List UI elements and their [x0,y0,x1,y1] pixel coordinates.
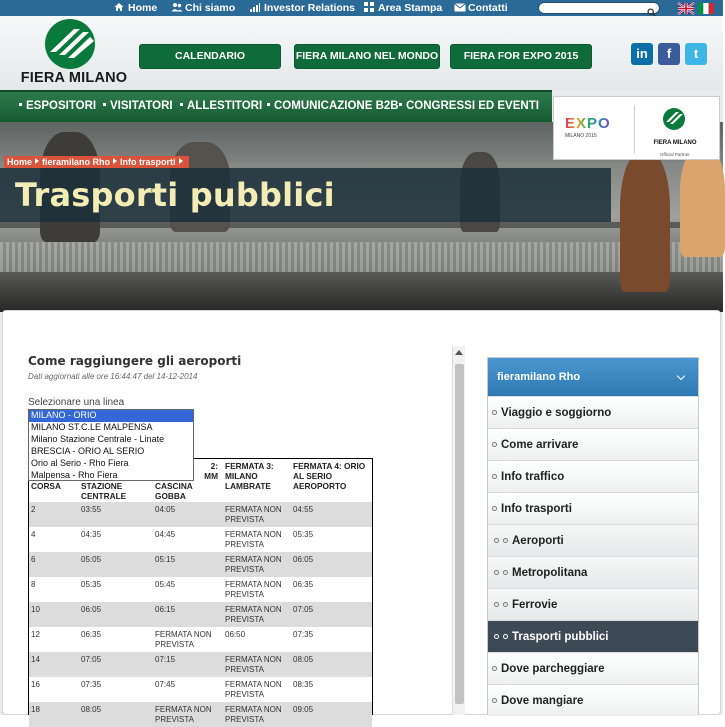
scroll-thumb[interactable] [455,364,464,704]
sidebar-item-label: Viaggio e soggiorno [501,407,612,419]
bullet-icon [494,634,499,639]
top-bar [0,0,723,16]
fiera-milano-nel-mondo-button[interactable]: FIERA MILANO NEL MONDO [294,44,440,69]
nav-label: CONGRESSI ED EVENTI [406,100,539,112]
bullet-icon [494,538,499,543]
table-row: 6 05:05 05:15 FERMATA NON PREVISTA 06:05 [29,552,372,577]
page-title: Trasporti pubblici [15,176,335,214]
sidebar-item-dove-parcheggiare[interactable] [488,652,698,684]
breadcrumb-home[interactable]: Home [7,157,33,167]
fiera-milano-small-logo-icon [662,107,686,136]
bullet-icon [492,442,497,447]
table-row: 18 08:05 FERMATA NON PREVISTA FERMATA NON PREVISTA 09:05 [29,702,372,727]
table-row: 10 06:05 06:15 FERMATA NON PREVISTA 07:05 [29,602,372,627]
line-option[interactable]: Orio al Serio - Rho Fiera [31,458,129,468]
line-option[interactable]: BRESCIA - ORIO AL SERIO [31,446,145,456]
sidebar-item-metropolitana[interactable] [488,556,698,588]
sidebar-item-viaggio-e-soggiorno[interactable] [488,396,698,428]
line-option[interactable]: MILANO ST.C.LE MALPENSA [31,422,153,432]
top-link-contatti[interactable] [454,1,508,15]
line-select-label: Selezionare una linea [28,397,125,408]
header-stazione-centrale: STAZIONE CENTRALE [81,481,127,501]
sidebar-item-label: Info traffico [501,471,565,483]
sidebar-item-label: Aeroporti [512,535,564,547]
sidebar-item-label: Come arrivare [501,439,579,451]
chevron-down-icon [677,372,685,380]
expo-2015-badge[interactable] [553,96,720,160]
sidebar-item-label: Ferrovie [512,599,558,611]
breadcrumb [4,156,189,168]
bullet-icon [503,602,508,607]
expo-subtitle: MILANO 2015 [565,133,597,139]
bullet-icon [494,570,499,575]
expo-partner-name: FIERA MILANO [653,140,697,146]
table-row: 14 07:05 07:15 FERMATA NON PREVISTA 08:05 [29,652,372,677]
line-select-dropdown[interactable] [28,409,194,481]
table-row: 2 03:55 04:05 FERMATA NON PREVISTA 04:55 [29,502,372,527]
timetable [28,458,373,724]
sidebar-title: fieramilano Rho [497,371,581,383]
bullet-icon [492,410,497,415]
nav-congressi-ed-eventi[interactable] [399,100,539,112]
bullet-icon [492,666,497,671]
nav-allestitori[interactable] [180,100,262,112]
sidebar-item-label: Dove parcheggiare [501,663,605,675]
nav-espositori[interactable] [19,100,96,112]
top-link-label: Contatti [468,2,508,14]
nav-label: COMUNICAZIONE B2B [274,100,399,112]
top-link-investor-relations[interactable] [250,1,355,15]
breadcrumb-info-trasporti[interactable]: Info trasporti [120,157,176,167]
logo-text: FIERA MILANO [20,70,128,86]
header-cascina-gobba: 2: MM CASCINA GOBBA [155,461,218,501]
linkedin-icon[interactable]: in [631,43,653,65]
sidebar-item-ferrovie[interactable] [488,588,698,620]
header-orio-aeroporto: FERMATA 4: ORIO AL SERIO AEROPORTO [293,461,366,491]
bullet-icon [492,474,497,479]
sidebar-item-label: Metropolitana [512,567,588,579]
grid-icon [364,2,374,12]
bullet-icon [503,570,508,575]
breadcrumb-fieramilano-rho[interactable]: fieramilano Rho [42,157,111,167]
users-icon [171,2,181,12]
top-link-chi-siamo[interactable] [171,1,235,15]
line-option[interactable]: Malpensa - Rho Fiera [31,470,118,480]
header-corsa: CORSA [31,481,61,491]
nav-label: ESPOSITORI [26,100,97,112]
content-scrollbar[interactable] [452,346,465,715]
fiera-milano-logo[interactable] [14,19,134,89]
expo-partner-caption: Official Partner [660,152,690,157]
table-row: 8 05:35 05:45 FERMATA NON PREVISTA 06:35 [31,580,314,599]
bullet-icon [494,602,499,607]
search-input[interactable] [538,2,660,14]
uk-flag-icon[interactable] [678,1,694,12]
sidebar-item-trasporti-pubblici[interactable] [488,620,698,652]
sidebar-item-info-trasporti[interactable] [488,492,698,524]
bar-chart-icon [250,2,260,12]
logo-mark-icon [14,19,134,71]
header [0,16,723,90]
scroll-up-icon[interactable] [455,350,463,355]
top-link-label: Area Stampa [378,2,443,14]
nav-label: ALLESTITORI [187,100,263,112]
line-option[interactable]: MILANO - ORIO [29,410,193,422]
twitter-icon[interactable]: t [685,43,707,65]
sidebar-item-dove-mangiare[interactable] [488,684,698,716]
top-link-label: Home [128,2,158,14]
top-link-label: Investor Relations [264,2,356,14]
sidebar-item-label: Trasporti pubblici [512,631,609,643]
nav-label: VISITATORI [110,100,173,112]
line-option[interactable]: Milano Stazione Centrale - Linate [31,434,165,444]
bullet-icon [503,634,508,639]
bullet-icon [492,698,497,703]
fiera-for-expo-button[interactable]: FIERA FOR EXPO 2015 [450,44,592,69]
sidebar-item-label: Info trasporti [501,503,572,515]
sidebar-item-label: Dove mangiare [501,695,584,707]
nav-comunicazione-b2b[interactable] [267,100,399,112]
header-milano-lambrate: FERMATA 3: MILANO LAMBRATE [225,461,274,491]
sidebar-header[interactable] [488,358,698,396]
top-link-home[interactable] [114,1,157,15]
nav-visitatori[interactable] [103,100,173,112]
top-link-label: Chi siamo [185,2,236,14]
home-icon [114,2,124,12]
expo-logo: EXPO [565,115,611,132]
table-row: 12 06:35 FERMATA NON PREVISTA 06:50 07:35 [31,630,314,649]
sidebar [487,357,699,715]
calendario-button[interactable]: CALENDARIO [139,44,281,69]
updated-timestamp: Dati aggiornati alle ore 16:44:47 del 14-12-2014 [28,372,198,381]
mail-icon [454,2,464,12]
bullet-icon [503,538,508,543]
sidebar-item-aeroporti[interactable] [488,524,698,556]
sidebar-item-info-traffico[interactable] [488,460,698,492]
facebook-icon[interactable]: f [658,43,680,65]
italy-flag-icon[interactable] [698,1,714,12]
main-nav [0,90,552,122]
bullet-icon [492,506,497,511]
section-title: Come raggiungere gli aeroporti [28,354,242,368]
sidebar-item-come-arrivare[interactable] [488,428,698,460]
table-row: 4 04:35 04:45 FERMATA NON PREVISTA 05:35 [31,530,314,549]
table-row: 16 07:35 07:45 FERMATA NON PREVISTA 08:35 [31,680,314,699]
top-link-area-stampa[interactable] [364,1,442,15]
